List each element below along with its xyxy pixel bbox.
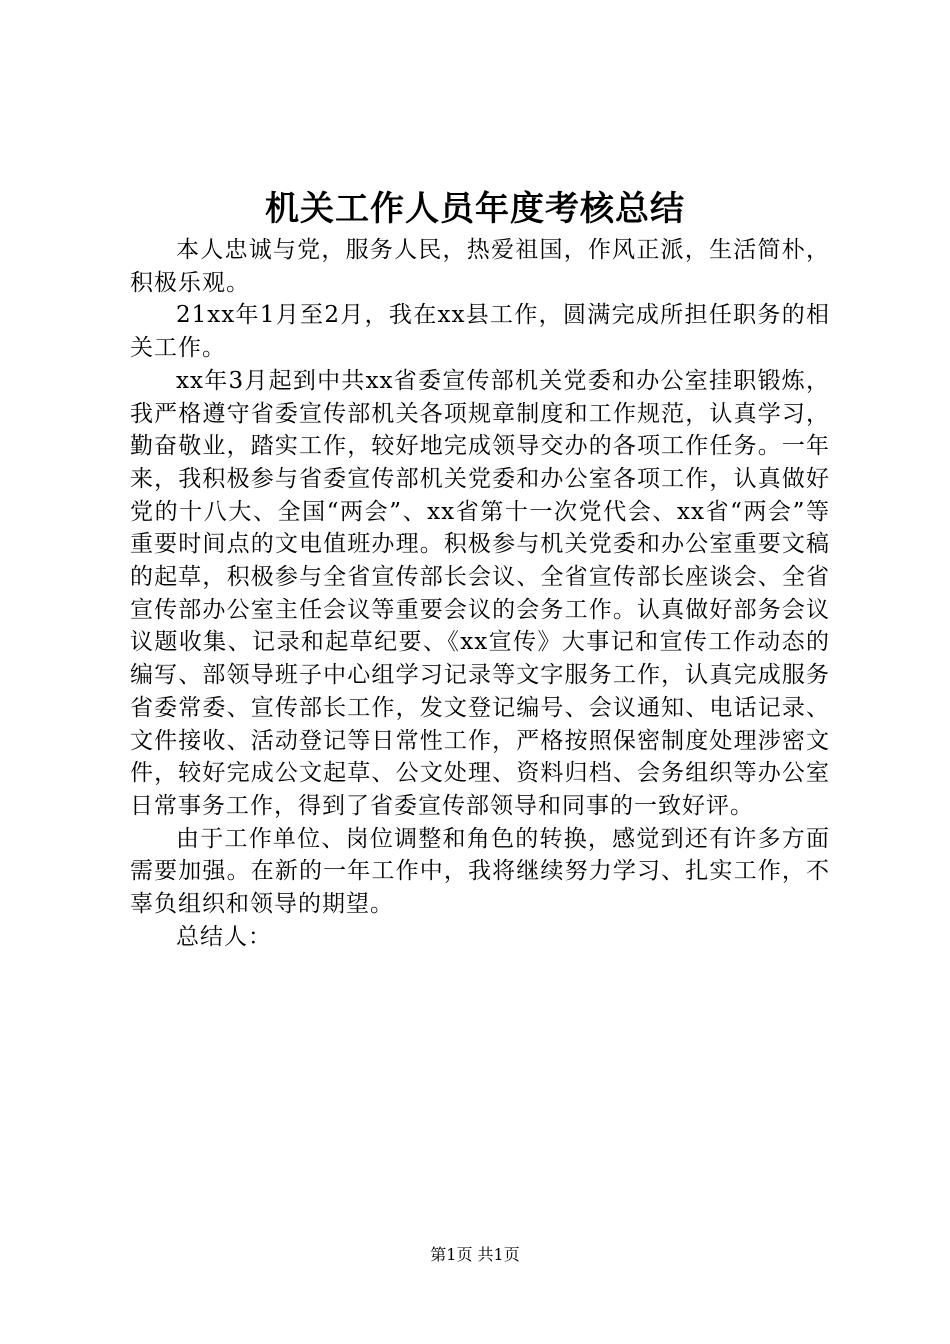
page-footer: 第1页 共1页	[430, 1245, 520, 1264]
document-body	[130, 234, 830, 953]
paragraph-signature: 总结人：	[176, 923, 272, 950]
document-title: 机关工作人员年度考核总结	[265, 189, 685, 229]
paragraph-improvement: 由于工作单位、岗位调整和角色的转换，感觉到还有许多方面需要加强。在新的一年工作中，我将继续努力学习、扎实工作，不辜负组织和领导的期望。	[130, 825, 830, 918]
paragraph-intro: 本人忠诚与党，服务人民，热爱祖国，作风正派，生活简朴，积极乐观。	[130, 237, 830, 296]
paragraph-county-work: 21xx年1月至2月，我在xx县工作，圆满完成所担任职务的相关工作。	[130, 302, 830, 362]
paragraph-secondment: xx年3月起到中共xx省委宣传部机关党委和办公室挂职锻炼，我严格遵守省委宣传部机关各项规章制度和工作规范，认真学习，勤奋敬业，踏实工作，较好地完成领导交办的各项工作任务。一年来，我积极参与省委宣传部机关党委和办公室各项工作，认真做好党的十八大、全国“两会”、xx省第十一次党代会、xx省“两会”等重要时间点的文电值班办理。积极参与机关党委和办公室重要文稿的起草，积极参与全省宣传部长会议、全省宣传部长座谈会、全省宣传部办公室主任会议等重要会议的会务工作。认真做好部务会议议题收集、记录和起草纪要、《xx宣传》大事记和宣传工作动态的编写、部领导班子中心组学习记录等文字服务工作，认真完成服务省委常委、宣传部长工作，发文登记编号、会议通知、电话记录、文件接收、活动登记等日常性工作，严格按照保密制度处理涉密文件，较好完成公文起草、公文处理、资料归档、会务组织等办公室日常事务工作，得到了省委宣传部领导和同事的一致好评。	[130, 367, 830, 819]
